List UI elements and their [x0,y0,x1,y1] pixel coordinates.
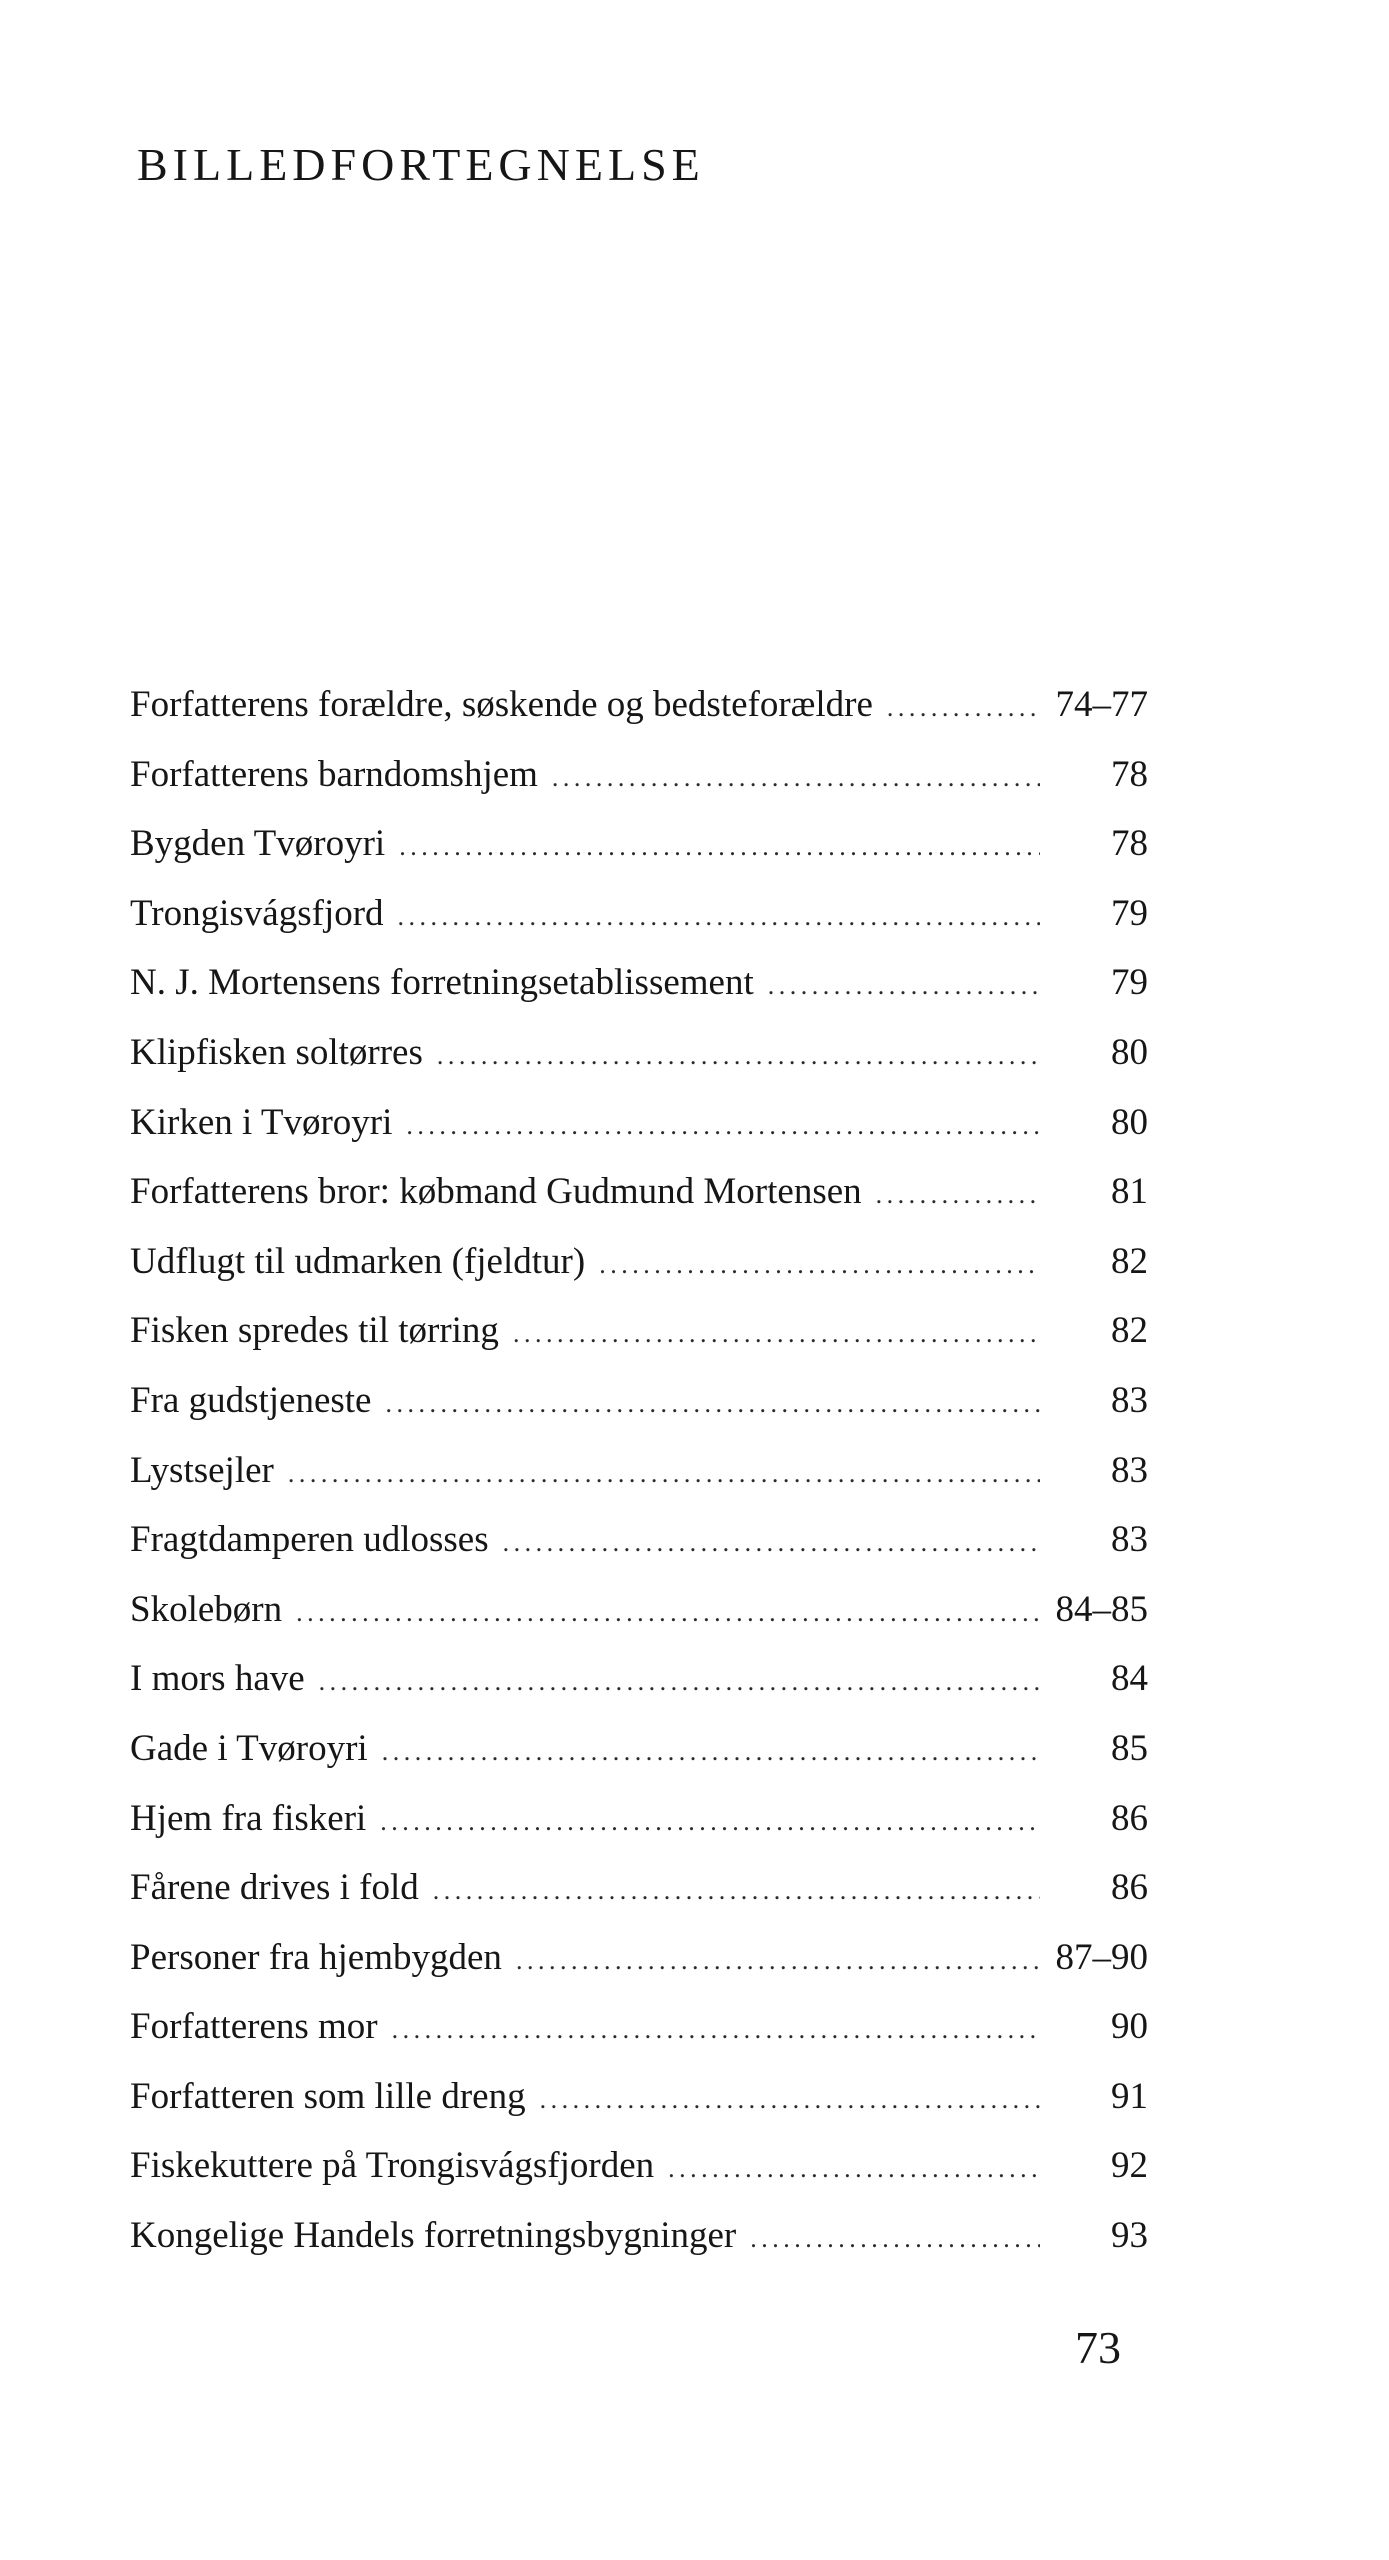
list-item [130,1575,1148,1645]
entry-pages: 83 [1111,1449,1148,1491]
entry-title: Fra gudstjeneste [130,1379,372,1421]
list-item [130,948,1148,1018]
list-item [130,2131,1148,2201]
entry-title: Trongisvágsfjord [130,892,384,934]
list-item [130,670,1148,740]
list-item [130,1923,1148,1993]
list-item [130,1366,1148,1436]
list-item [130,1853,1148,1923]
list-item [130,1227,1148,1297]
entry-title: Forfatterens bror: købmand Gudmund Mortensen [130,1171,862,1213]
entry-pages: 83 [1111,1519,1148,1561]
entry-title: N. J. Mortensens forretningsetablissement [130,962,754,1004]
entry-title: Forfatteren som lille dreng [130,2075,526,2117]
dot-leader [513,1299,1040,1369]
entry-title: Forfatterens barndomshjem [130,753,538,795]
entry-pages: 85 [1111,1727,1148,1769]
dot-leader [382,1717,1040,1787]
entry-title: Bygden Tvøroyri [130,823,386,865]
dot-leader [319,1647,1040,1717]
entry-title: Klipfisken soltørres [130,1031,423,1073]
list-item [130,2062,1148,2132]
entry-pages: 79 [1111,892,1148,934]
list-item [130,809,1148,879]
list-item [130,2201,1148,2271]
dot-leader [876,1160,1040,1230]
list-item [130,1018,1148,1088]
entry-title: Lystsejler [130,1449,274,1491]
list-item [130,879,1148,949]
entry-pages: 78 [1111,823,1148,865]
entry-title: Fragtdamperen udlosses [130,1519,489,1561]
dot-leader [768,951,1040,1021]
entry-title: Kongelige Handels forretningsbygninger [130,2215,737,2257]
entry-title: Udflugt til udmarken (fjeldtur) [130,1240,586,1282]
entry-title: Skolebørn [130,1588,283,1630]
entry-pages: 91 [1111,2075,1148,2117]
entry-pages: 82 [1111,1240,1148,1282]
page-number: 73 [1075,2322,1121,2373]
entry-pages: 86 [1111,1797,1148,1839]
dot-leader [750,2204,1040,2274]
list-item [130,1992,1148,2062]
entry-title: Personer fra hjembygden [130,1936,502,1978]
entry-pages: 92 [1111,2145,1148,2187]
list-item [130,1714,1148,1784]
dot-leader [288,1439,1040,1509]
dot-leader [296,1578,1040,1648]
dot-leader [380,1787,1040,1857]
dot-leader [503,1508,1040,1578]
entry-pages: 79 [1111,962,1148,1004]
dot-leader [392,1995,1040,2065]
illustration-list [130,670,1148,2271]
list-item [130,1157,1148,1227]
entry-pages: 86 [1111,1867,1148,1909]
entry-title: Kirken i Tvøroyri [130,1101,393,1143]
entry-title: Gade i Tvøroyri [130,1727,368,1769]
entry-pages: 90 [1111,2006,1148,2048]
list-item [130,1644,1148,1714]
dot-leader [599,1230,1040,1300]
list-item [130,1505,1148,1575]
entry-pages: 78 [1111,753,1148,795]
dot-leader [516,1926,1040,1996]
entry-pages: 83 [1111,1379,1148,1421]
entry-title: Hjem fra fiskeri [130,1797,367,1839]
dot-leader [398,882,1040,952]
dot-leader [385,1369,1040,1439]
entry-title: Forfatterens mor [130,2006,378,2048]
dot-leader [406,1091,1040,1161]
entry-pages: 80 [1111,1031,1148,1073]
entry-pages: 80 [1111,1101,1148,1143]
page-heading: BILLEDFORTEGNELSE [137,139,705,190]
dot-leader [887,673,1040,743]
list-item [130,1436,1148,1506]
dot-leader [433,1856,1040,1926]
entry-title: I mors have [130,1658,305,1700]
entry-title: Forfatterens forældre, søskende og bedsteforældre [130,684,873,725]
entry-pages: 74–77 [1055,684,1148,725]
list-item [130,1784,1148,1854]
dot-leader [399,812,1040,882]
entry-pages: 87–90 [1055,1936,1148,1978]
entry-title: Fiskekuttere på Trongisvágsfjorden [130,2145,655,2187]
dot-leader [540,2065,1040,2135]
entry-title: Fårene drives i fold [130,1867,419,1909]
entry-pages: 84–85 [1055,1588,1148,1630]
dot-leader [668,2134,1040,2204]
list-item [130,1088,1148,1158]
entry-pages: 84 [1111,1658,1148,1700]
entry-pages: 93 [1111,2215,1148,2257]
entry-pages: 81 [1111,1171,1148,1213]
list-item [130,1296,1148,1366]
entry-pages: 82 [1111,1310,1148,1352]
dot-leader [552,743,1040,813]
list-item [130,740,1148,810]
dot-leader [437,1021,1040,1091]
entry-title: Fisken spredes til tørring [130,1310,499,1352]
